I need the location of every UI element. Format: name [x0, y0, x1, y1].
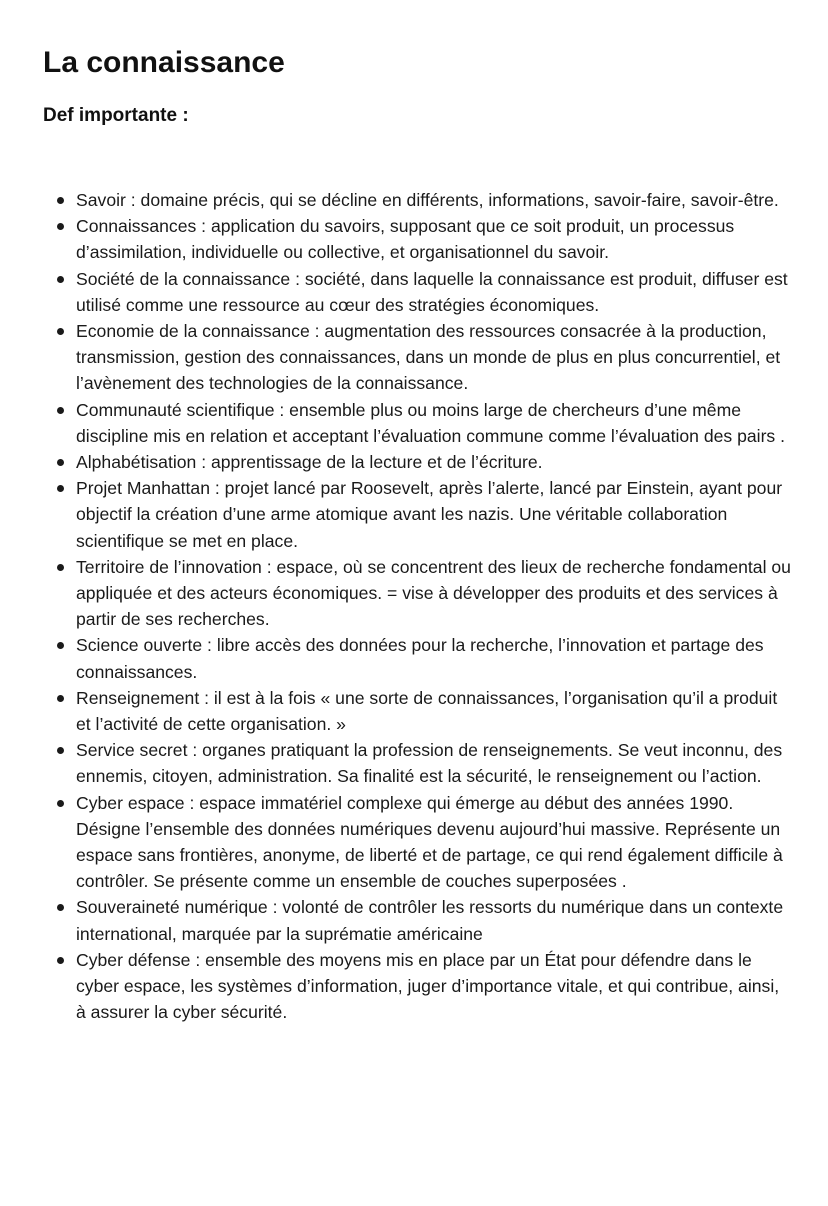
bullet-icon [57, 276, 64, 283]
definition-item-renseignement [76, 685, 791, 737]
definition-list [76, 187, 791, 1026]
page-title: La connaissance [43, 46, 285, 79]
definition-item-souverainete-numerique [76, 894, 791, 946]
definition-text: Savoir : domaine précis, qui se décline en différents, informations, savoir-faire, savoir-être. [76, 190, 779, 210]
definition-text: Alphabétisation : apprentissage de la lecture et de l’écriture. [76, 452, 543, 473]
definition-item-economie-connaissance [76, 318, 791, 397]
definition-item-connaissances [76, 213, 791, 265]
definition-text: Cyber défense : ensemble des moyens mis en place par un État pour défendre dans le cyber espace, les systèmes d’information, juger d’importance vitale, et qui contribue, ainsi, à assurer la cyber sécurité. [76, 949, 780, 1023]
definition-text: Souveraineté numérique : volonté de contrôler les ressorts du numérique dans un contexte international, marquée par la suprématie américaine [76, 897, 784, 944]
definition-item-communaute-scientifique [76, 397, 791, 449]
bullet-icon [57, 459, 64, 466]
definition-item-service-secret [76, 737, 791, 789]
section-heading: Def importante : [43, 105, 189, 126]
definition-item-savoir [76, 187, 791, 213]
bullet-icon [57, 957, 64, 964]
bullet-icon [57, 485, 64, 492]
definition-item-societe-connaissance [76, 266, 791, 318]
definition-item-alphabetisation [76, 449, 791, 475]
bullet-icon [57, 564, 64, 571]
definition-item-cyber-defense [76, 947, 791, 1026]
definition-item-cyber-espace [76, 790, 791, 895]
definition-text: Science ouverte : libre accès des données pour la recherche, l’innovation et partage des connaissances. [76, 635, 764, 682]
definition-text: Territoire de l’innovation : espace, où se concentrent des lieux de recherche fondamental ou appliquée et des acteurs économiques. = vise à développer des produits et des services à partir de ses recherches. [76, 556, 791, 630]
bullet-icon [57, 223, 64, 230]
definition-text: Renseignement : il est à la fois « une sorte de connaissances, l’organisation qu’il a produit et l’activité de cette organisation. » [76, 687, 778, 735]
bullet-icon [57, 328, 64, 335]
definition-item-territoire-innovation [76, 554, 791, 633]
bullet-icon [57, 747, 64, 754]
bullet-icon [57, 904, 64, 911]
definition-text: Projet Manhattan : projet lancé par Roosevelt, après l’alerte, lancé par Einstein, ayant pour objectif la création d’une arme atomique avant les nazis. Une véritable collaboration scientifique se met en place. [76, 478, 783, 551]
bullet-icon [57, 197, 64, 204]
bullet-icon [57, 800, 64, 807]
definition-text: Economie de la connaissance : augmentation des ressources consacrée à la production, transmission, gestion des connaissances, dans un monde de plus en plus concurrentiel, et l’avènement des technologies de la connaissance. [76, 321, 781, 394]
definition-text: Communauté scientifique : ensemble plus ou moins large de chercheurs d’une même discipline mis en relation et acceptant l’évaluation commune comme l’évaluation des pairs . [76, 399, 785, 446]
definition-text: Connaissances : application du savoirs, supposant que ce soit produit, un processus d’assimilation, individuelle ou collective, et organisationnel du savoir. [76, 216, 735, 263]
bullet-icon [57, 695, 64, 702]
bullet-icon [57, 407, 64, 414]
definition-text: Cyber espace : espace immatériel complexe qui émerge au début des années 1990. Désigne l’ensemble des données numériques devenu aujourd’hui massive. Représente un espace sans frontières, anonyme, de liberté et de partage, ce qui rend également difficile à contrôler. Se présente comme un ensemble de couches superposées . [76, 792, 783, 892]
definition-item-projet-manhattan [76, 475, 791, 554]
definition-item-science-ouverte [76, 632, 791, 684]
bullet-icon [57, 642, 64, 649]
definition-text: Société de la connaissance : société, dans laquelle la connaissance est produit, diffuser est utilisé comme une ressource au cœur des stratégies économiques. [76, 268, 788, 315]
definition-text: Service secret : organes pratiquant la profession de renseignements. Se veut inconnu, des ennemis, citoyen, administration. Sa finalité est la sécurité, le renseignement ou l’action. [76, 740, 783, 787]
